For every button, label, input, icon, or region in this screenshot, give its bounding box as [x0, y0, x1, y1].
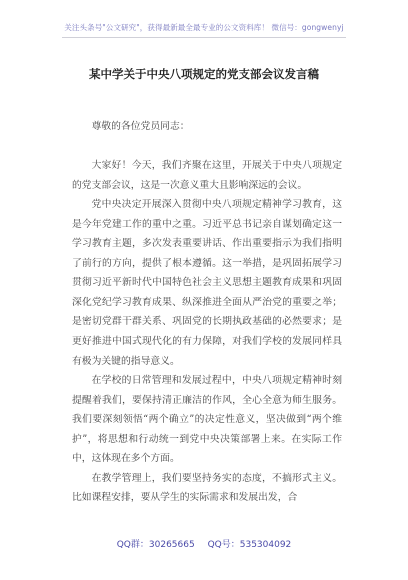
salutation-paragraph: 尊敬的各位党员同志：: [91, 121, 190, 132]
qq-number-label: QQ号：535304092: [207, 540, 292, 550]
body-paragraph: 在教学管理上，我们要坚持务实的态度，不搞形式主义。比如课程安排，要从学生的实际需求和发展出发，合: [72, 472, 342, 504]
header-divider: [62, 37, 346, 38]
header-note: 关注头条号"公文研究"，获得最新最全最专业的公文资料库！ 微信号：gongwenyj: [64, 23, 344, 32]
body-paragraph: 在学校的日常管理和发展过程中，中央八项规定精神时刻提醒着我们，要保持清正廉洁的作风，全心全意为师生服务。我们要深刻领悟“两个确立”的决定性意义，坚决做到“两个维护”，将思想和行动统一到党中央决策部署上来。在实际工作中，这体现在多个方面。: [72, 375, 342, 465]
footer-contact: [0, 537, 408, 550]
body-paragraph: 大家好！今天，我们齐聚在这里，开展关于中央八项规定的党支部会议，这是一次意义重大且影响深远的会议。: [72, 160, 342, 191]
document-body: [72, 117, 342, 508]
body-paragraph: 党中央决定开展深入贯彻中央八项规定精神学习教育，这是今年党建工作的重中之重。习近平总书记亲自谋划确定这一学习教育主题，多次发表重要讲话、作出重要指示为我们指明了前行的方向，提供了根本遵循。这一举措，是巩固拓展学习贯彻习近平新时代中国特色社会主义思想主题教育成果和巩固深化党纪学习教育成果、纵深推进全面从严治党的重要之举；是密切党群干群关系、巩固党的长期执政基础的必然要求；是更好推进中国式现代化的有力保障，对我们学校的发展同样具有极为关键的指导意义。: [72, 199, 342, 367]
qq-group-label: QQ群：30265665: [116, 540, 195, 550]
document-title: 某中学关于中央八项规定的党支部会议发言稿: [89, 67, 319, 81]
